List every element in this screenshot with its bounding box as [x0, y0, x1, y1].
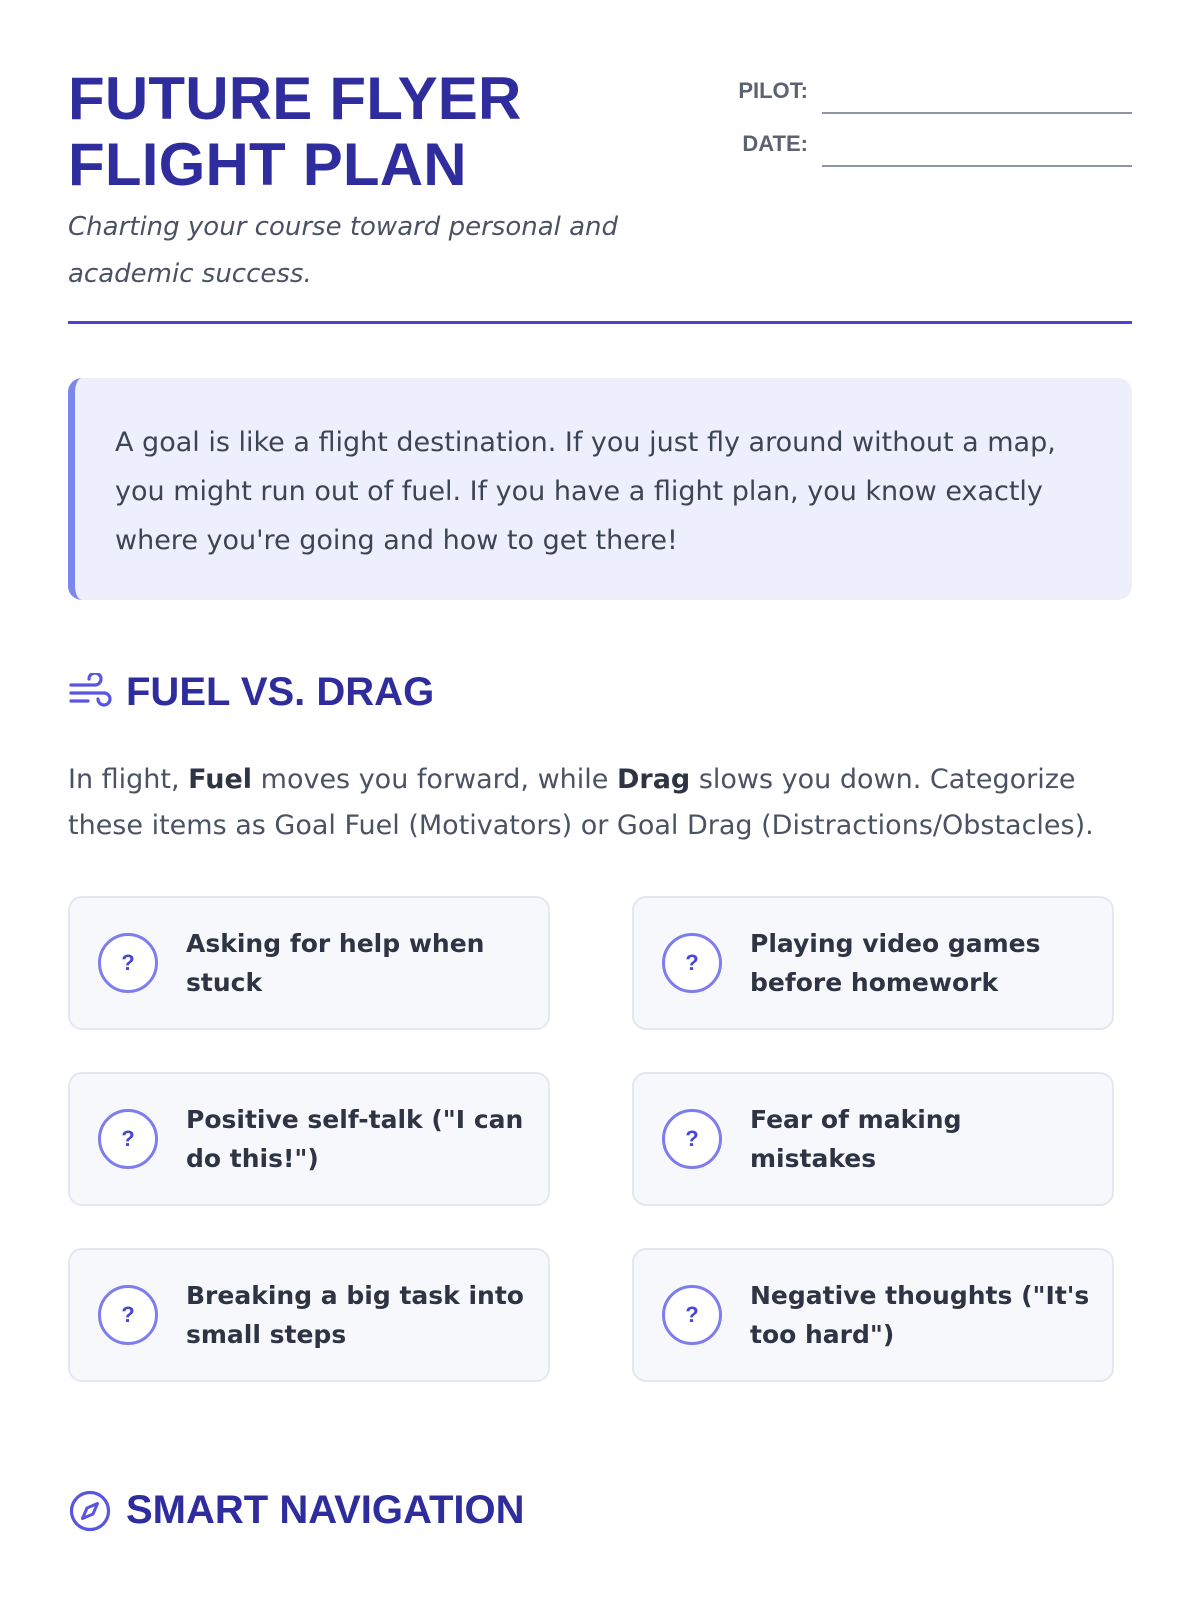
- wind-icon: [68, 673, 112, 713]
- intro-drag-term: Drag: [616, 764, 691, 795]
- sort-card-text: Asking for help when stuck: [186, 929, 485, 997]
- page-title: [68, 66, 688, 198]
- section-intro: [68, 757, 1128, 849]
- page-subtitle: Charting your course toward personal and academic success.: [68, 212, 619, 289]
- pilot-date-fields: [718, 74, 1132, 180]
- category-answer-badge[interactable]: ?: [662, 1109, 722, 1169]
- pilot-label: PILOT:: [738, 78, 808, 103]
- sort-card-text: Playing video games before homework: [750, 929, 1041, 997]
- intro-text-2: moves you forward, while: [252, 764, 617, 795]
- page-title-line-2: FLIGHT PLAN: [68, 131, 467, 198]
- date-label: DATE:: [742, 131, 808, 156]
- section-title: SMART NAVIGATION: [126, 1488, 525, 1532]
- sort-card: [68, 1248, 550, 1382]
- intro-callout: A goal is like a flight destination. If you just fly around without a map, you might run out of fuel. If you have a flight plan, you know exactly where you're going and how to get there!: [68, 378, 1132, 600]
- category-answer-badge[interactable]: ?: [662, 933, 722, 993]
- fuel-drag-cards: [68, 896, 1132, 1382]
- sort-card: [632, 1072, 1114, 1206]
- header: [68, 66, 1132, 324]
- sort-card-text: Breaking a big task into small steps: [186, 1281, 524, 1349]
- smart-navigation-heading: [68, 1488, 1132, 1533]
- date-field[interactable]: [822, 135, 1132, 167]
- pilot-field[interactable]: [822, 82, 1132, 114]
- date-row: [718, 127, 1132, 167]
- section-title: FUEL VS. DRAG: [126, 670, 435, 714]
- pilot-row: [718, 74, 1132, 114]
- category-answer-badge[interactable]: ?: [98, 933, 158, 993]
- sort-card-text: Positive self-talk ("I can do this!"): [186, 1105, 524, 1173]
- intro-text-1: In flight,: [68, 764, 189, 795]
- sort-card-text: Negative thoughts ("It's too hard"): [750, 1281, 1090, 1349]
- category-answer-badge[interactable]: ?: [662, 1285, 722, 1345]
- category-answer-badge[interactable]: ?: [98, 1285, 158, 1345]
- intro-fuel-term: Fuel: [188, 764, 253, 795]
- sort-card: [68, 896, 550, 1030]
- fuel-vs-drag-heading: [68, 670, 1132, 715]
- intro-text-3: slows you down. Categorize these items as Goal Fuel (Motivators) or Goal Drag (Distractions/Obstacles).: [68, 764, 1094, 841]
- sort-card: [68, 1072, 550, 1206]
- sort-card: [632, 896, 1114, 1030]
- sort-card-text: Fear of making mistakes: [750, 1105, 962, 1173]
- page-title-line-1: FUTURE FLYER: [68, 65, 522, 132]
- sort-card: [632, 1248, 1114, 1382]
- category-answer-badge[interactable]: ?: [98, 1109, 158, 1169]
- compass-icon: [68, 1489, 112, 1533]
